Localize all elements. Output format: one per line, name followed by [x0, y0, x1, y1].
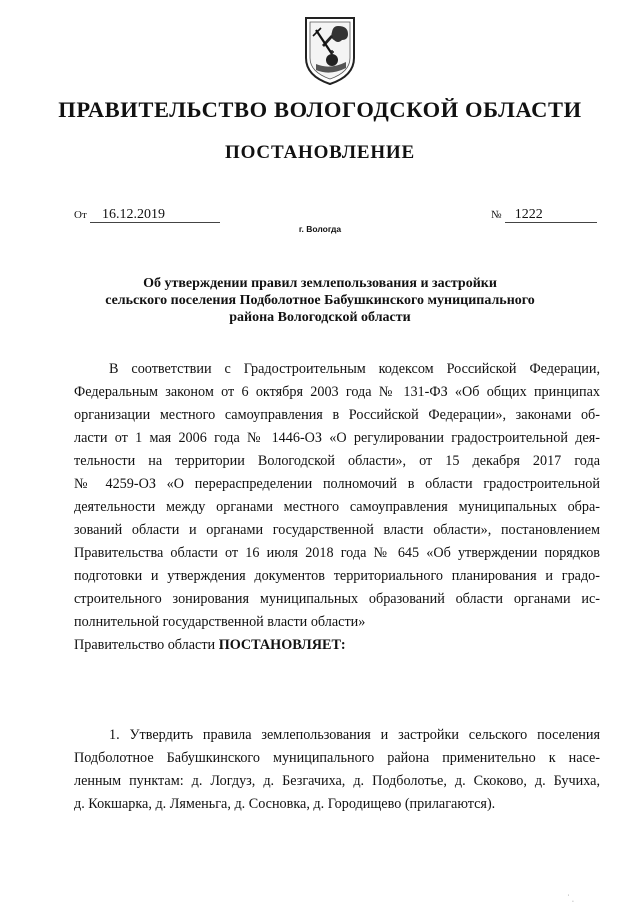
item-1-line: д. Кокшарка, д. Ляменьга, д. Сосновка, д. Городищево (прилагаются). — [74, 796, 496, 812]
document-number-field — [491, 206, 597, 223]
preamble-line: строительного зонирования муниципальных образований области органами ис- — [74, 591, 600, 607]
resolution-keyword: ПОСТАНОВЛЯЕТ: — [218, 637, 346, 653]
preamble-line: деятельности между органами местного самоуправления муниципальных обра- — [74, 499, 600, 515]
preamble-line: тельности на территории Вологодской области», от 15 декабря 2017 года — [74, 453, 600, 469]
title-line: района Вологодской области — [229, 310, 411, 325]
preamble-line: организации местного самоуправления в Российской Федерации», законами об- — [74, 407, 600, 423]
document-date-field — [74, 206, 220, 223]
preamble-line: полнительной государственной власти области» — [74, 614, 366, 630]
preamble-line: ласти от 1 мая 2006 года № 1446-ОЗ «О регулировании градостроительной дея- — [74, 430, 600, 446]
number-prefix: № — [491, 209, 502, 221]
resolution-line — [74, 636, 600, 654]
document-title — [60, 275, 580, 326]
scan-mark: ˙ ˌ — [567, 893, 575, 902]
title-line: Об утверждении правил землепользования и застройки — [143, 276, 497, 291]
document-number: 1222 — [505, 207, 597, 223]
item-1-line: ленным пунктам: д. Логдуз, д. Безгачиха, д. Подболотье, д. Скоково, д. Бучиха, — [74, 773, 600, 789]
item-1-line: 1. Утвердить правила землепользования и застройки сельского поселения — [109, 727, 600, 743]
government-name: ПРАВИТЕЛЬСТВО ВОЛОГОДСКОЙ ОБЛАСТИ — [58, 97, 582, 122]
title-line: сельского поселения Подболотное Бабушкинского муниципального — [105, 293, 535, 308]
date-prefix: От — [74, 209, 87, 221]
preamble-line: подготовки и утверждения документов территориального планирования и градо- — [74, 568, 600, 584]
city-name: г. Вологда — [298, 224, 342, 234]
preamble-line: Федеральным законом от 6 октября 2003 года № 131-ФЗ «Об общих принципах — [74, 384, 600, 400]
coat-of-arms-icon — [302, 14, 358, 86]
resolution-prefix: Правительство области — [74, 637, 219, 653]
document-type: ПОСТАНОВЛЕНИЕ — [225, 142, 415, 163]
preamble-line: Правительства области от 16 июля 2018 года № 645 «Об утверждении порядков — [74, 545, 600, 561]
document-date: 16.12.2019 — [90, 207, 220, 223]
item-1-line: Подболотное Бабушкинского муниципального района применительно к насе- — [74, 750, 600, 766]
preamble-line: № 4259-ОЗ «О перераспределении полномочий в области градостроительной — [74, 476, 600, 492]
preamble-line: зований области и органами государственной власти области», постановлением — [74, 522, 600, 538]
preamble-line: В соответствии с Градостроительным кодексом Российской Федерации, — [109, 361, 600, 377]
